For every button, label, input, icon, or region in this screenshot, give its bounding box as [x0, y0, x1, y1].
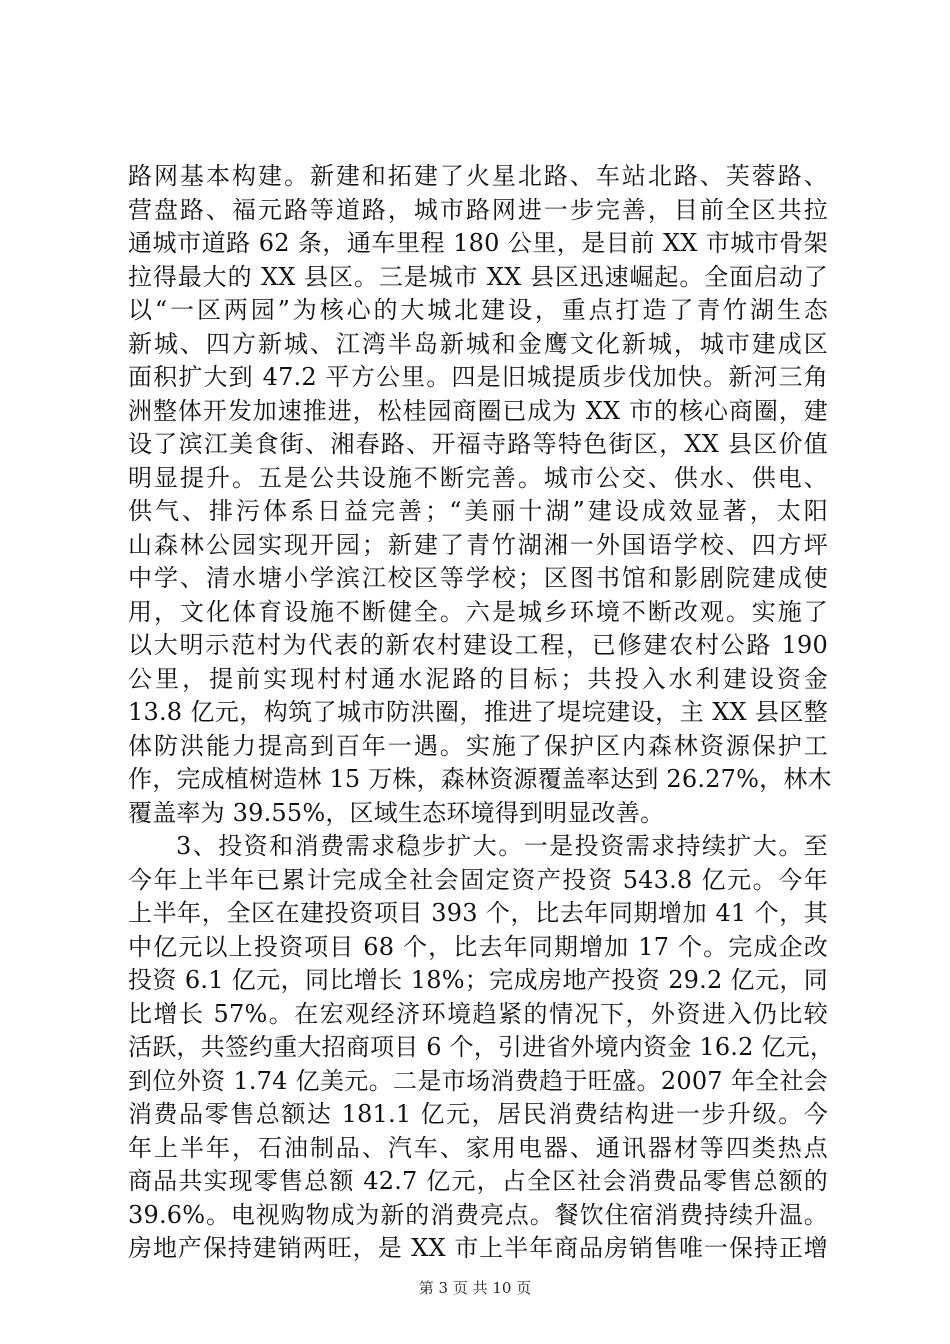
page-number: 第 3 页 共 10 页	[418, 1279, 532, 1297]
text-line: 通城市道路 62 条，通车里程 180 公里，是目前 XX 市城市骨架	[128, 229, 828, 257]
page-footer	[0, 1277, 950, 1298]
text-line: 覆盖率为 39.55%，区域生态环境得到明显改善。	[128, 798, 665, 827]
body-text	[128, 160, 835, 1266]
text-line: 投资 6.1 亿元，同比增长 18%；完成房地产投资 29.2 亿元，同	[128, 966, 828, 994]
text-line: 营盘路、福元路等道路，城市路网进一步完善，目前全区共拉	[128, 195, 828, 224]
text-line: 供气、排污体系日益完善；“美丽十湖”建设成效显著，太阳	[128, 497, 828, 525]
text-line: 以“一区两园”为核心的大城北建设，重点打造了青竹湖生态	[128, 296, 828, 324]
text-line: 以大明示范村为代表的新农村建设工程，已修建农村公路 190	[128, 631, 828, 659]
text-line: 活跃，共签约重大招商项目 6 个，引进省外境内资金 16.2 亿元，	[128, 1033, 835, 1061]
text-line: 房地产保持建销两旺，是 XX 市上半年商品房销售唯一保持正增	[128, 1234, 828, 1262]
text-line: 商品共实现零售总额 42.7 亿元，占全区社会消费品零售总额的	[128, 1167, 828, 1195]
text-line: 体防洪能力提高到百年一遇。实施了保护区内森林资源保护工	[128, 731, 828, 760]
text-line: 中亿元以上投资项目 68 个，比去年同期增加 17 个。完成企改	[128, 932, 828, 961]
paragraph-start-line: 3、投资和消费需求稳步扩大。一是投资需求持续扩大。至	[176, 832, 828, 860]
text-line: 年上半年，石油制品、汽车、家用电器、通讯器材等四类热点	[128, 1133, 828, 1162]
text-line: 洲整体开发加速推进，松桂园商圈已成为 XX 市的核心商圈，建	[128, 396, 828, 425]
text-line: 设了滨江美食街、湘春路、开福寺路等特色街区，XX 县区价值	[128, 430, 828, 458]
text-line: 消费品零售总额达 181.1 亿元，居民消费结构进一步升级。今	[128, 1100, 828, 1128]
text-line: 到位外资 1.74 亿美元。二是市场消费趋于旺盛。2007 年全社会	[128, 1066, 828, 1095]
text-line: 拉得最大的 XX 县区。三是城市 XX 县区迅速崛起。全面启动了	[128, 262, 828, 291]
text-line: 面积扩大到 47.2 平方公里。四是旧城提质步伐加快。新河三角	[128, 363, 828, 391]
text-line: 中学、清水塘小学滨江校区等学校；区图书馆和影剧院建成使	[128, 564, 828, 592]
text-line: 明显提升。五是公共设施不断完善。城市公交、供水、供电、	[128, 463, 828, 492]
text-line: 39.6%。电视购物成为新的消费亮点。餐饮住宿消费持续升温。	[128, 1200, 828, 1229]
text-line: 今年上半年已累计完成全社会固定资产投资 543.8 亿元。今年	[128, 865, 828, 894]
text-line: 山森林公园实现开园；新建了青竹湖湘一外国语学校、四方坪	[128, 530, 828, 559]
text-line: 比增长 57%。在宏观经济环境趋紧的情况下，外资进入仍比较	[128, 999, 828, 1028]
text-line: 新城、四方新城、江湾半岛新城和金鹰文化新城，城市建成区	[128, 329, 828, 358]
text-line: 路网基本构建。新建和拓建了火星北路、车站北路、芙蓉路、	[128, 162, 828, 190]
text-line: 13.8 亿元，构筑了城市防洪圈，推进了堤垸建设，主 XX 县区整	[128, 698, 828, 726]
text-line: 公里，提前实现村村通水泥路的目标；共投入水利建设资金	[128, 664, 828, 693]
text-line: 上半年，全区在建投资项目 393 个，比去年同期增加 41 个，其	[128, 899, 828, 927]
text-line: 用，文化体育设施不断健全。六是城乡环境不断改观。实施了	[128, 597, 828, 626]
text-line: 作，完成植树造林 15 万株，森林资源覆盖率达到 26.27%，林木	[128, 765, 832, 793]
